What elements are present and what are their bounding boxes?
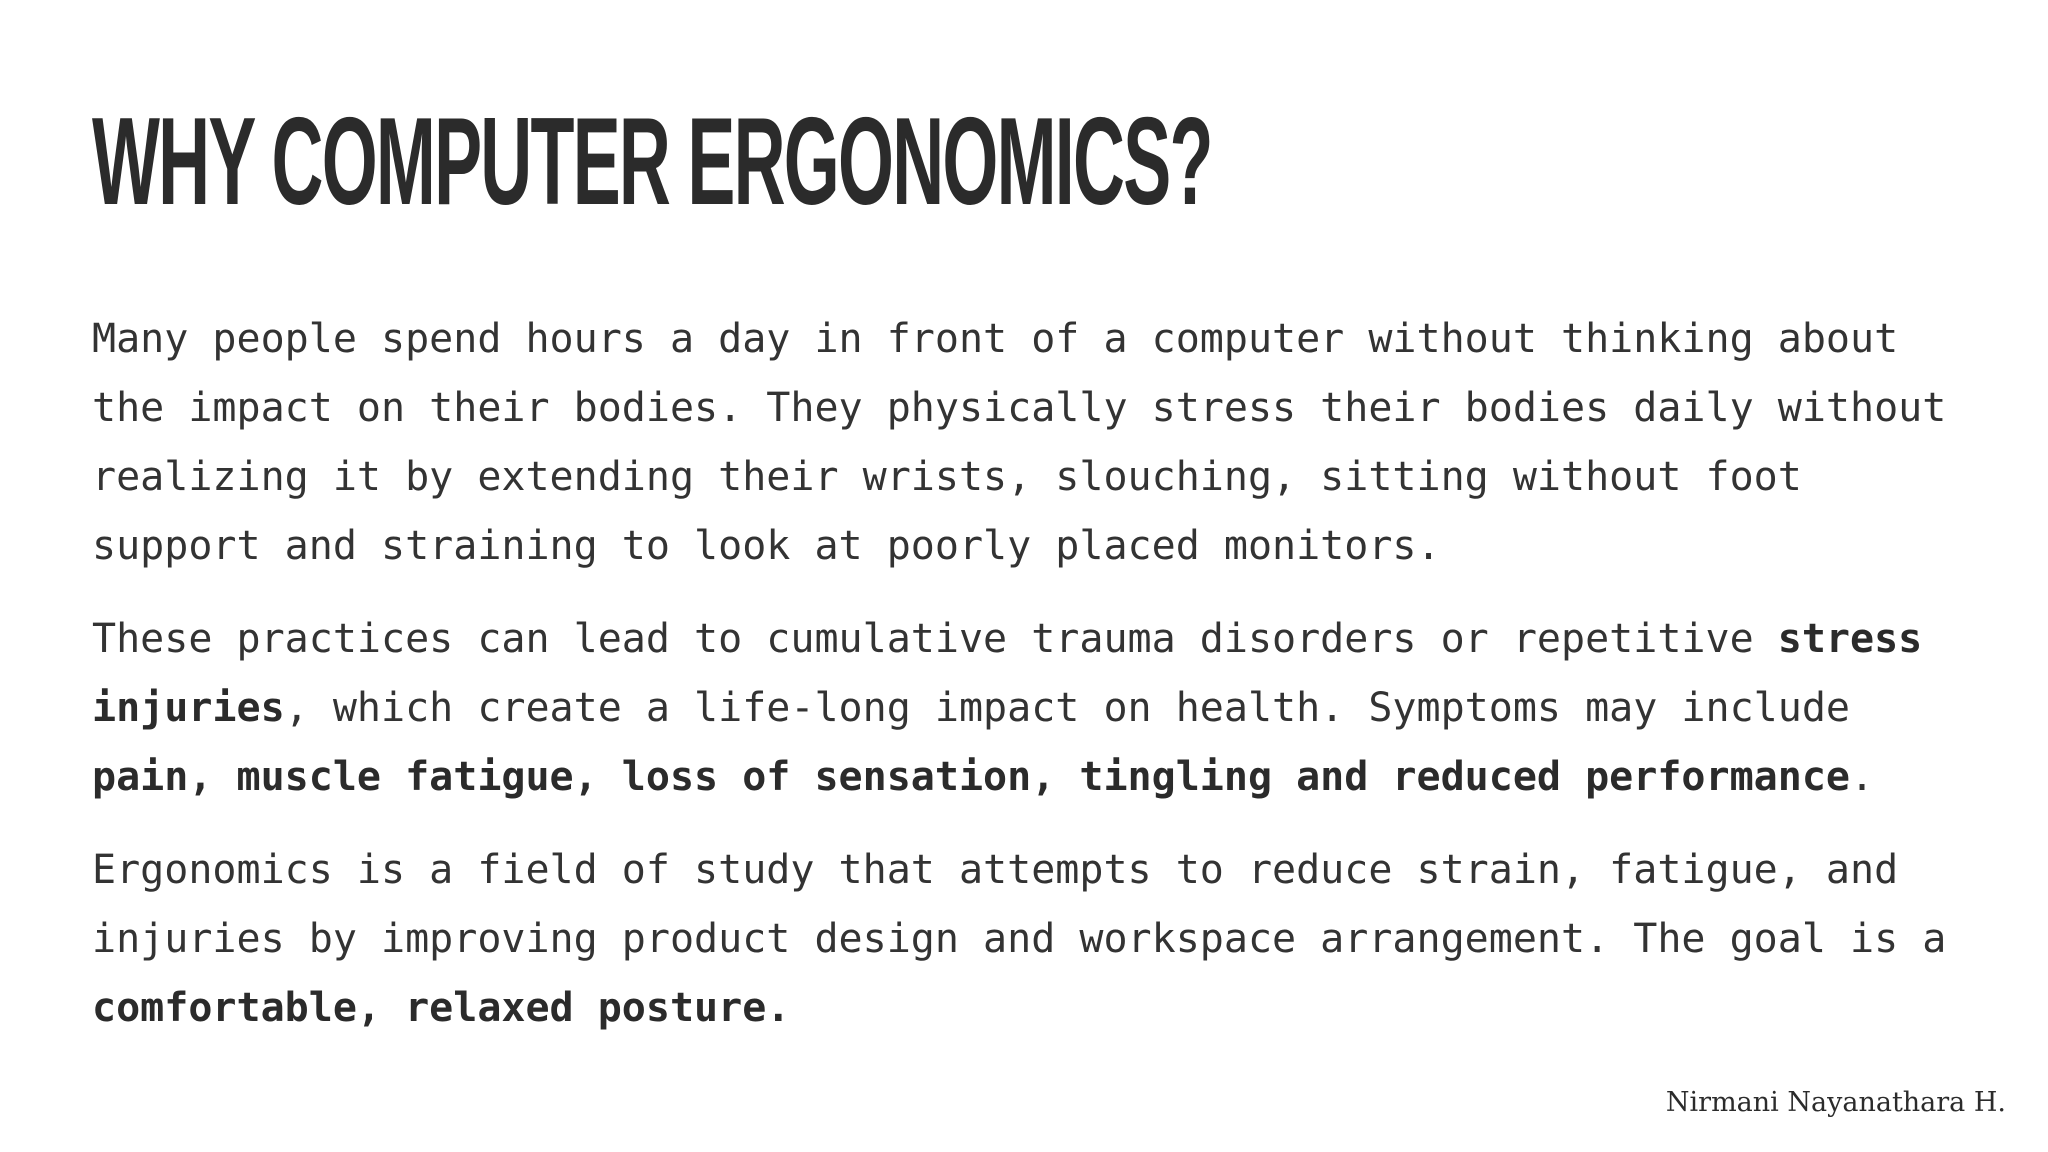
paragraph-definition-bold: comfortable, relaxed posture.: [92, 985, 791, 1031]
paragraph-symptoms: [92, 605, 1992, 812]
author-credit: Nirmani Nayanathara H.: [1665, 1087, 2006, 1118]
paragraph-symptoms-bold: injuries: [92, 685, 285, 731]
paragraph-symptoms-line: [92, 743, 1992, 812]
paragraph-definition-line: Ergonomics is a field of study that attempts to reduce strain, fatigue, and: [92, 847, 1899, 893]
paragraph-definition-line: injuries by improving product design and workspace arrangement. The goal is a: [92, 916, 1947, 962]
slide-body: [92, 305, 1992, 1067]
paragraph-symptoms-bold: pain, muscle fatigue, loss of sensation, tingling and reduced performance: [92, 754, 1850, 800]
paragraph-symptoms-text: .: [1850, 754, 1875, 800]
paragraph-symptoms-text: , which create a life-long impact on health. Symptoms may include: [284, 685, 1850, 731]
paragraph-symptoms-text: These practices can lead to cumulative trauma disorders or repetitive: [92, 616, 1778, 662]
paragraph-symptoms-bold: stress: [1777, 616, 1923, 662]
paragraph-symptoms-line: [92, 674, 1992, 743]
paragraph-symptoms-line: [92, 605, 1992, 674]
paragraph-intro: [92, 305, 1992, 581]
paragraph-intro-line: realizing it by extending their wrists, slouching, sitting without foot: [92, 454, 1802, 500]
paragraph-intro-line: the impact on their bodies. They physically stress their bodies daily without: [92, 385, 1947, 431]
paragraph-intro-line: support and straining to look at poorly placed monitors.: [92, 523, 1441, 569]
paragraph-intro-line: Many people spend hours a day in front of a computer without thinking about: [92, 316, 1899, 362]
paragraph-definition: [92, 836, 1992, 1043]
slide-title: WHY COMPUTER ERGONOMICS?: [92, 93, 1212, 231]
